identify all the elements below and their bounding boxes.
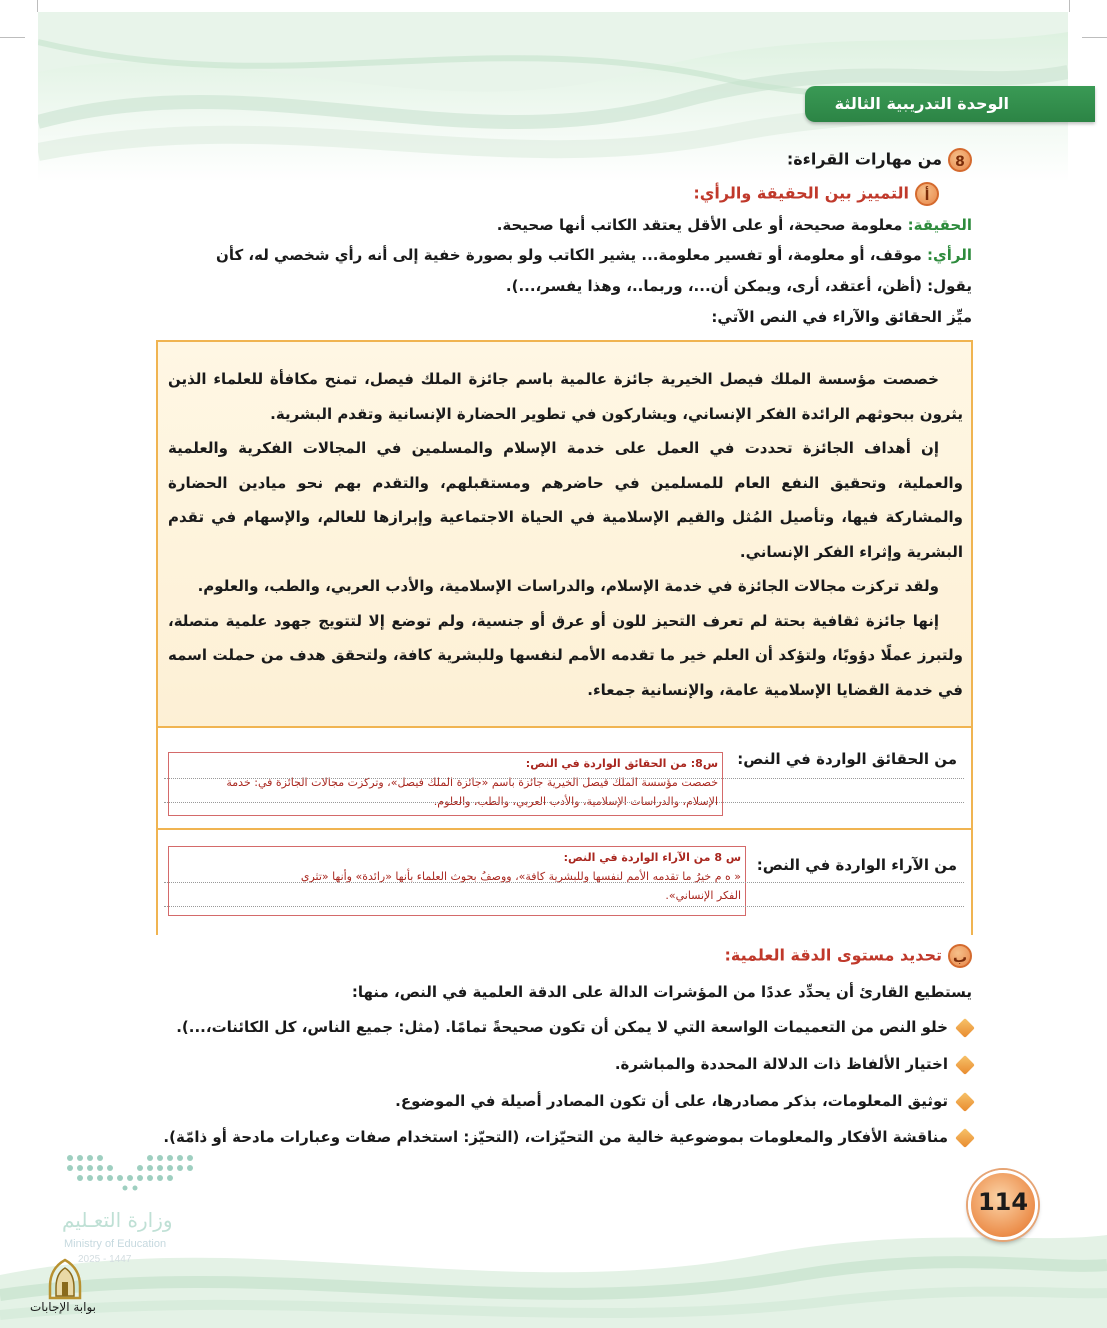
opinion-term: الرأي: (927, 246, 972, 264)
passage-paragraph: خصصت مؤسسة الملك فيصل الخيرية جائزة عالمية باسم جائزة الملك فيصل، تمنح مكافأة للعلماء الذين يثرون ببحوثهم الرائدة الفكر الإنساني، ويشاركون في تطوير الحضارة الإنسانية وتقدم البشرية. (168, 370, 963, 423)
diamond-bullet-icon (955, 1018, 975, 1038)
opinions-answer-line: « ه م خيرُ ما تقدمه الأمم لنفسها وللبشرية كافة»، ووصفُ بحوث العلماء بأنها «رائدة» وأنها «تثري (300, 870, 741, 883)
diamond-bullet-icon (955, 1092, 975, 1112)
diamond-bullet-icon (955, 1128, 975, 1148)
facts-answer[interactable] (168, 752, 723, 816)
subsection-a-heading (693, 182, 939, 206)
subsection-b-heading (725, 944, 972, 968)
instruction: ميِّز الحقائق والآراء في النص الآتي: (711, 308, 972, 326)
crop-mark (1069, 0, 1070, 12)
opinion-definition (216, 246, 972, 264)
facts-label: من الحقائق الواردة في النص: (737, 750, 957, 768)
opinions-answer-question: س 8 من الآراء الواردة في النص: (563, 851, 741, 864)
fact-text: معلومة صحيحة، أو على الأقل يعتقد الكاتب أنها صحيحة. (496, 216, 908, 234)
portal-name: بوابة الإجابات (30, 1300, 97, 1314)
facts-answer-line: خصصت مؤسسة الملك فيصل الخيرية جائزة باسم «جائزة الملك فيصل»، وتركزت مجالات الجائزة في: خدمة (226, 776, 718, 789)
opinions-row (158, 828, 971, 937)
subsection-a-badge: أ (915, 182, 939, 206)
passage-paragraph: إنها جائزة ثقافية بحتة لم تعرف التحيز للون أو عرق أو جنسية، ولم توضع إلا لتتويج جهود علمية متصلة، ولتبرز عملًا دؤوبًا، ولتؤكد أن العلم خير ما تقدمه الأمم لنفسها وللبشرية كافة، ولتحقق هدف من حملت اسمه في خدمة القضايا الإسلامية عامة، والإنسانية جمعاء. (168, 611, 963, 699)
accuracy-bullet (615, 1055, 972, 1073)
section-number-badge: 8 (948, 148, 972, 172)
diamond-bullet-icon (955, 1055, 975, 1075)
crop-mark (1082, 37, 1107, 38)
opinion-examples: يقول: (أظن، أعتقد، أرى، ويمكن أن...، وربما..، وهذا يفسر،...). (505, 277, 972, 295)
bullet-text: خلو النص من التعميمات الواسعة التي لا يمكن أن تكون صحيحةً تمامًا. (مثل: جميع الناس، كل الكائنات،...). (176, 1018, 948, 1036)
page-number: 114 (968, 1170, 1038, 1240)
passage-paragraph: ولقد تركزت مجالات الجائزة في خدمة الإسلام، والدراسات الإسلامية، والأدب العربي، والطب، والعلوم. (197, 577, 939, 595)
facts-answer-question: س8: من الحقائق الواردة في النص: (525, 757, 718, 770)
crop-mark (0, 37, 25, 38)
bullet-text: توثيق المعلومات، بذكر مصادرها، على أن تكون المصادر أصيلة في الموضوع. (395, 1092, 948, 1110)
accuracy-intro: يستطيع القارئ أن يحدِّد عددًا من المؤشرات الدالة على الدقة العلمية في النص، منها: (351, 983, 972, 1001)
passage-paragraph: إن أهداف الجائزة تحددت في العمل على خدمة الإسلام والمسلمين في المجالات الفكرية والعلمية والعملية، وتحقيق النفع العام للمسلمين في حاضرهم ومستقبلهم، والتقدم بهم نحو ميادين الحضارة والمشاركة فيها، وتأصيل المُثل والقيم الإسلامية في الحياة الاجتماعية وإبرازها للعالم، والإسهام في تقدم البشرية وإثراء الفكر الإنساني. (168, 439, 963, 561)
bullet-text: مناقشة الأفكار والمعلومات بموضوعية خالية من التحيّزات، (التحيّز: استخدام صفات وعبارات مادحة أو ذامّة). (163, 1128, 948, 1146)
unit-title-tab: الوحدة التدريبية الثالثة (805, 86, 1095, 122)
answer-dotted-line (164, 802, 964, 803)
opinions-answer-line: الفكر الإنساني». (665, 889, 741, 902)
answer-dotted-line (164, 778, 964, 779)
ministry-name-ar: وزارة التعـليم (62, 1208, 173, 1232)
accuracy-bullet (176, 1018, 972, 1036)
fact-term: الحقيقة: (907, 216, 972, 234)
fact-definition (497, 216, 972, 234)
facts-row (158, 726, 971, 814)
accuracy-bullet (163, 1128, 972, 1146)
subsection-b-title: تحديد مستوى الدقة العلمية: (724, 945, 942, 965)
section-heading (787, 148, 972, 172)
section-title: من مهارات القراءة: (786, 149, 942, 169)
bullet-text: اختيار الألفاظ ذات الدلالة المحددة والمباشرة. (614, 1055, 948, 1073)
subsection-b-badge: ب (948, 944, 972, 968)
portal-emblem-icon (44, 1258, 86, 1302)
answer-dotted-line (164, 906, 964, 907)
ministry-name-en: Ministry of Education (64, 1238, 167, 1250)
passage-box (156, 340, 973, 935)
opinions-label: من الآراء الواردة في النص: (756, 856, 957, 874)
facts-answer-line: الإسلام، والدراسات الإسلامية، والأدب العربي، والطب، والعلوم. (433, 795, 718, 808)
accuracy-bullet (395, 1092, 972, 1110)
crop-mark (37, 0, 38, 12)
opinion-text: موقف، أو معلومة، أو تفسير معلومة... يشير الكاتب ولو بصورة خفية إلى أنه رأي شخصي له، كأن (216, 246, 927, 264)
ministry-years: 2025 - 1447 (78, 1254, 132, 1265)
passage-text (158, 342, 971, 726)
answer-dotted-line (164, 882, 964, 883)
subsection-a-title: التمييز بين الحقيقة والرأي: (693, 183, 909, 203)
